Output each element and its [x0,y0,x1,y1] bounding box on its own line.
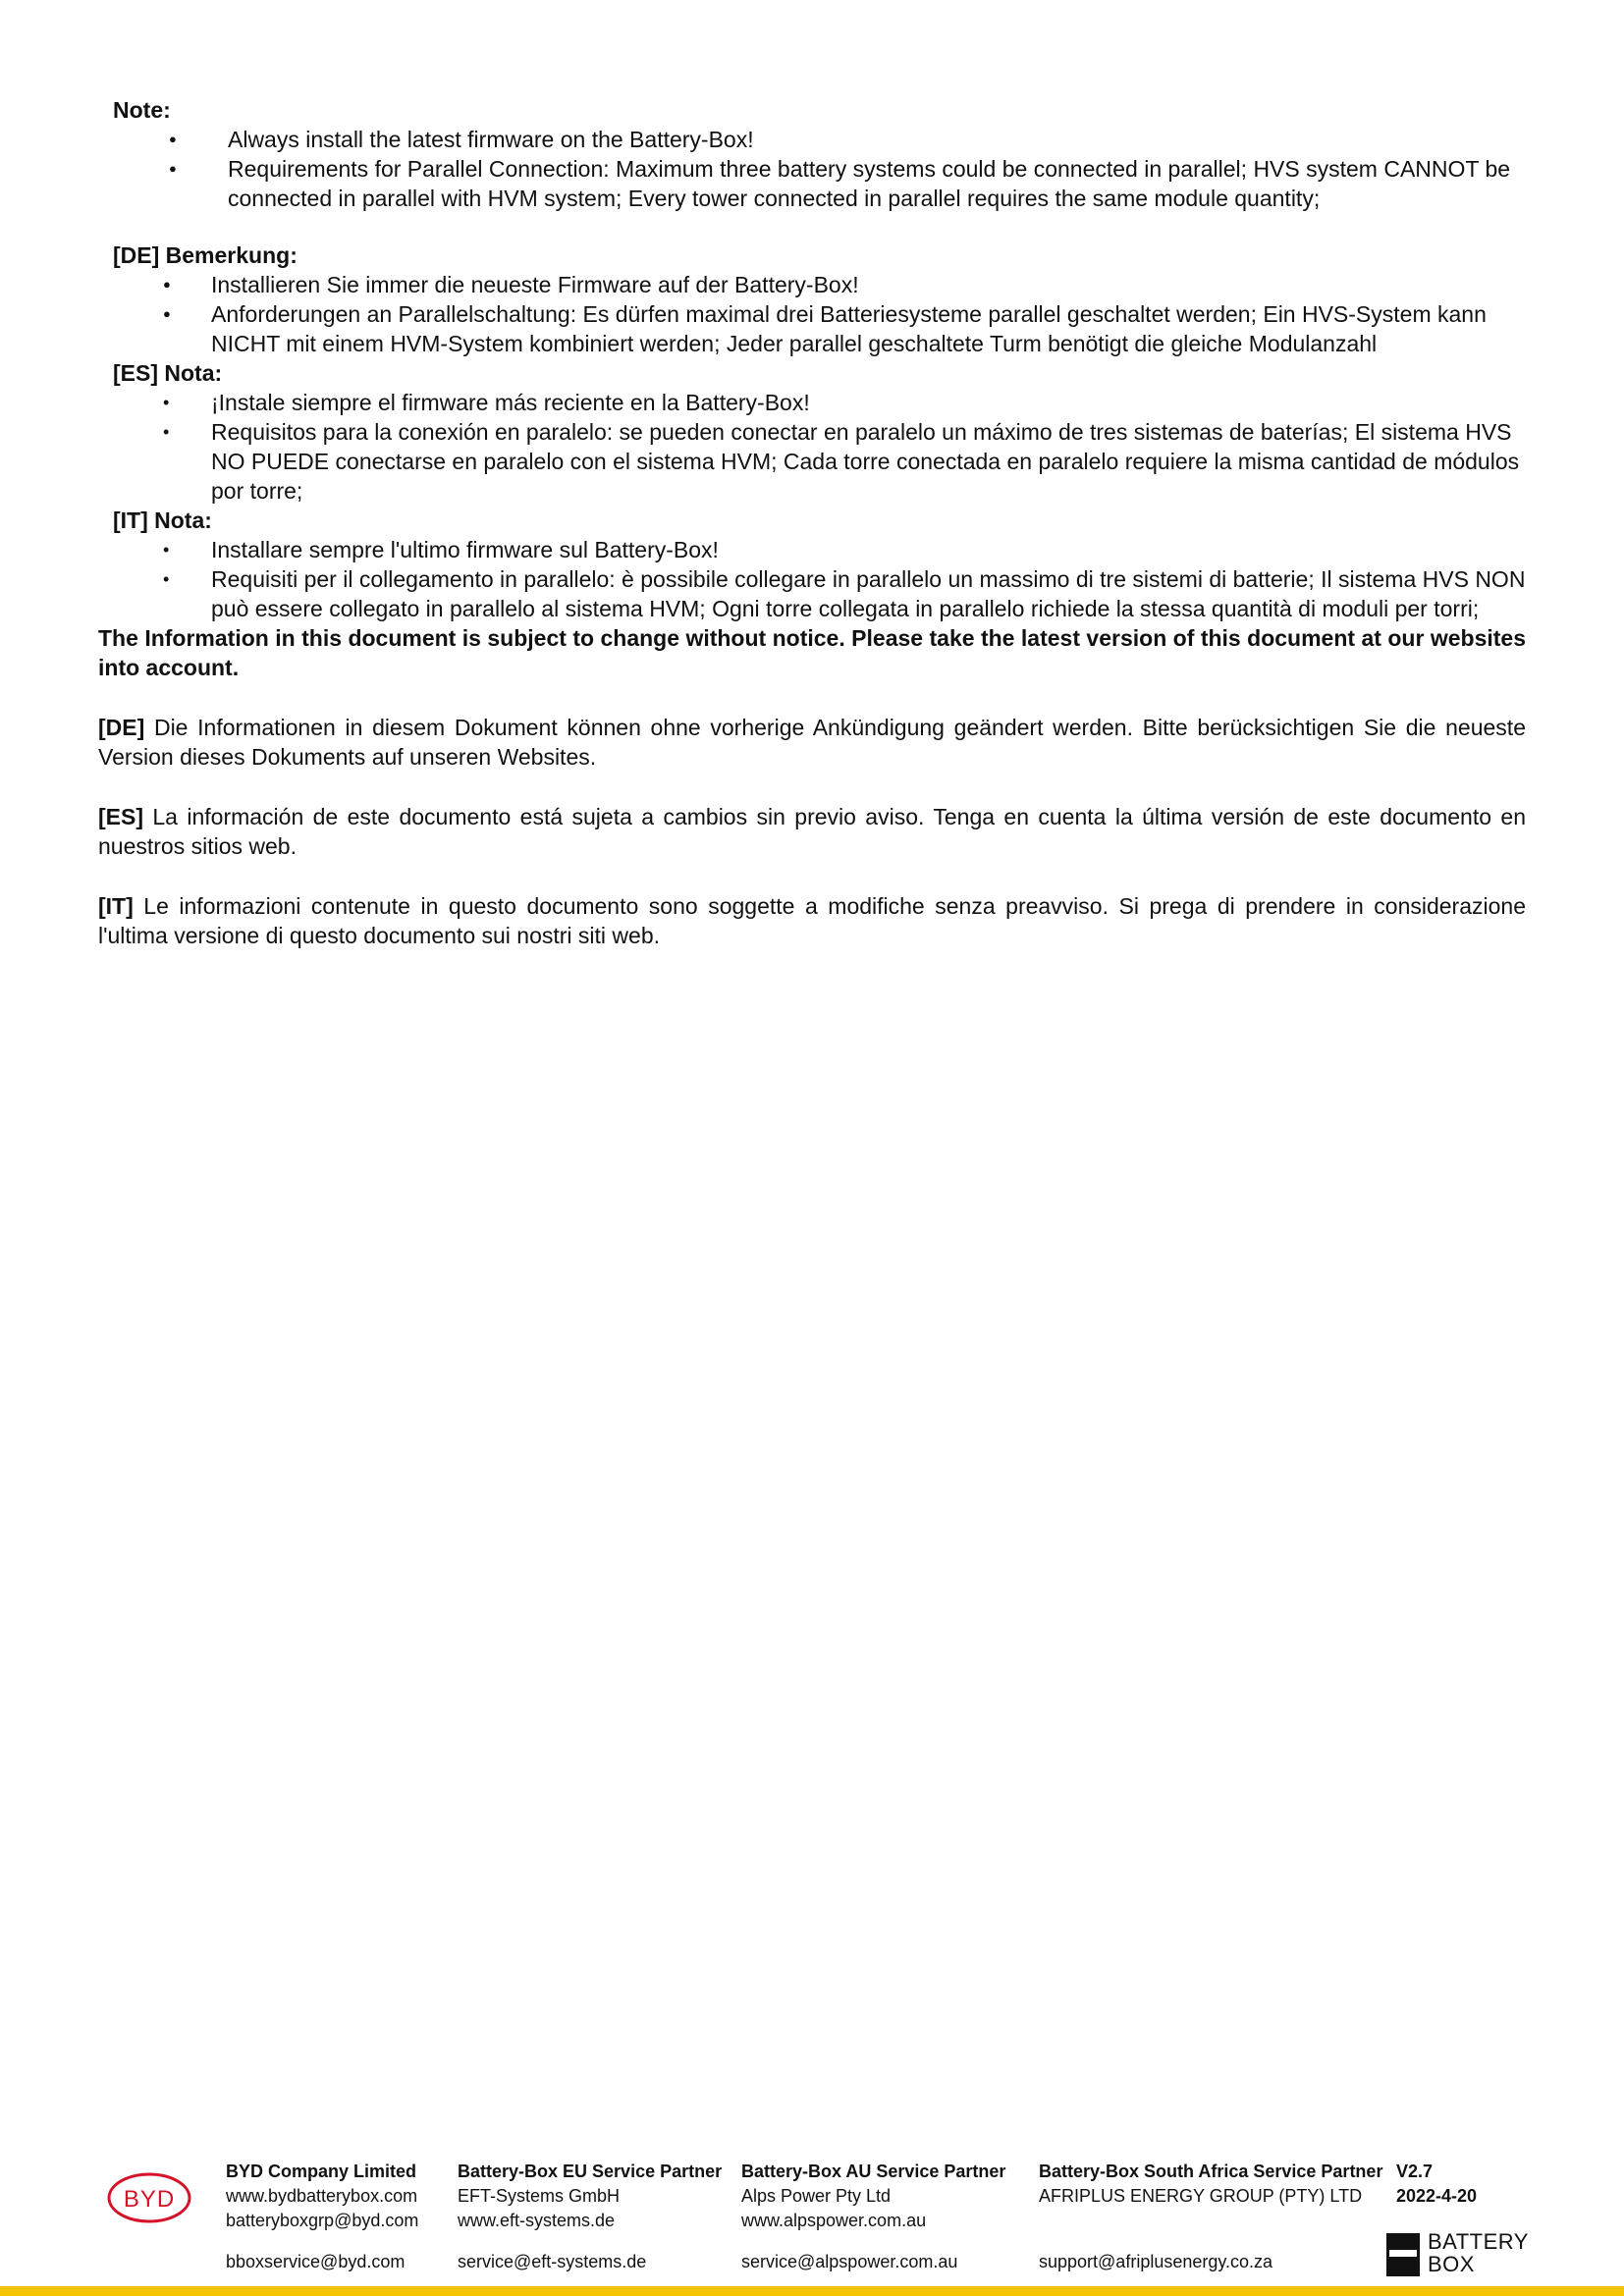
disclaimer-es [98,802,1526,861]
footer-version-block [1396,2160,1477,2209]
it-note-item-parallel: • Requisiti per il collegamento in parallelo: è possibile collegare in parallelo un massimo di tre sistemi di batterie; Il sistema HVS NON può essere collegato in parallelo al sistema HVM; Ogni torre collegata in parallelo richiede la stessa quantità di moduli per torri; [98,564,1526,623]
footer-eu-company: EFT-Systems GmbH [458,2186,621,2206]
footer-eu-title: Battery-Box EU Service Partner [458,2162,723,2181]
note-title: Note: [113,97,171,123]
footer-col-au [741,2160,1006,2271]
document-body [98,95,1526,950]
footer-byd-website: www.bydbatterybox.com [226,2186,418,2206]
byd-logo-text: BYD [123,2186,176,2213]
footer-au-title: Battery-Box AU Service Partner [741,2162,1006,2181]
note-item-firmware: ● Always install the latest firmware on the Battery-Box! [98,125,1526,154]
de-note-item-parallel: ● Anforderungen an Parallelschaltung: Es dürfen maximal drei Batteriesysteme parallel geschaltet werden; Ein HVS-System kann NICHT mit einem HVM-System kombiniert werden; Jeder parallel geschaltete Turm benötigt die gleiche Modulanzahl [98,299,1526,358]
disclaimer-de-tag: [DE] [98,715,145,740]
footer-col-eu [458,2160,723,2271]
footer-byd-title: BYD Company Limited [226,2162,417,2181]
battery-box-wordmark [1428,2230,1529,2275]
footer-au-website: www.alpspower.com.au [741,2211,927,2230]
footer-col-byd [226,2160,419,2271]
footer-au-service-email: service@alpspower.com.au [741,2252,958,2271]
yellow-bottom-bar [0,2286,1624,2296]
battery-box-line2: BOX [1428,2252,1475,2276]
it-note-item-firmware: • Installare sempre l'ultimo firmware sul Battery-Box! [98,535,1526,564]
disclaimer-es-tag: [ES] [98,804,143,829]
es-note-title: [ES] Nota: [113,360,223,386]
it-note-title: [IT] Nota: [113,507,212,533]
it-note-list [98,535,1526,623]
es-note-item-firmware: • ¡Instale siempre el firmware más reciente en la Battery-Box! [98,388,1526,417]
footer-sa-title: Battery-Box South Africa Service Partner [1039,2162,1383,2181]
page-footer [0,2155,1624,2296]
footer-au-company: Alps Power Pty Ltd [741,2186,892,2206]
byd-logo-icon [106,2171,192,2224]
disclaimer-es-text: La información de este documento está sujeta a cambios sin previo aviso. Tenga en cuenta la última versión de este documento en nuestros sitios web. [98,804,1526,859]
footer-byd-email: batteryboxgrp@byd.com [226,2211,419,2230]
disclaimer-it-tag: [IT] [98,893,134,919]
de-note-item-firmware: ● Installieren Sie immer die neueste Firmware auf der Battery-Box! [98,270,1526,299]
battery-box-logo [1386,2230,1534,2277]
disclaimer-it-text: Le informazioni contenute in questo documento sono soggette a modifiche senza preavviso. Si prega di prendere in considerazione l'ultima versione di questo documento sui nostri siti web. [98,893,1526,948]
note-list [98,125,1526,213]
footer-eu-service-email: service@eft-systems.de [458,2252,647,2271]
footer-byd-service-email: bboxservice@byd.com [226,2252,406,2271]
disclaimer-it [98,891,1526,950]
note-item-parallel: ● Requirements for Parallel Connection: Maximum three battery systems could be connected in parallel; HVS system CANNOT be connected in parallel with HVM system; Every tower connected in parallel requires the same module quantity; [98,154,1526,213]
disclaimer-en: The Information in this document is subject to change without notice. Please take the latest version of this document at our websites into account. [98,625,1526,680]
document-version: V2.7 [1396,2162,1434,2181]
disclaimer-de-text: Die Informationen in diesem Dokument können ohne vorherige Ankündigung geändert werden. Bitte berücksichtigen Sie die neueste Version dieses Dokuments auf unseren Websites. [98,715,1526,770]
battery-box-line1: BATTERY [1428,2229,1529,2254]
battery-box-icon [1386,2233,1420,2276]
document-date: 2022-4-20 [1396,2186,1478,2206]
footer-eu-website: www.eft-systems.de [458,2211,616,2230]
disclaimer-de [98,713,1526,772]
es-note-item-parallel: • Requisitos para la conexión en paralelo: se pueden conectar en paralelo un máximo de tres sistemas de baterías; El sistema HVS NO PUEDE conectarse en paralelo con el sistema HVM; Cada torre conectada en paralelo requiere la misma cantidad de módulos por torre; [98,417,1526,506]
footer-sa-service-email: support@afriplusenergy.co.za [1039,2252,1273,2271]
footer-col-sa [1039,2160,1383,2271]
es-note-list [98,388,1526,506]
de-note-list [98,270,1526,358]
de-note-title: [DE] Bemerkung: [113,242,298,268]
footer-sa-company: AFRIPLUS ENERGY GROUP (PTY) LTD [1039,2186,1363,2206]
